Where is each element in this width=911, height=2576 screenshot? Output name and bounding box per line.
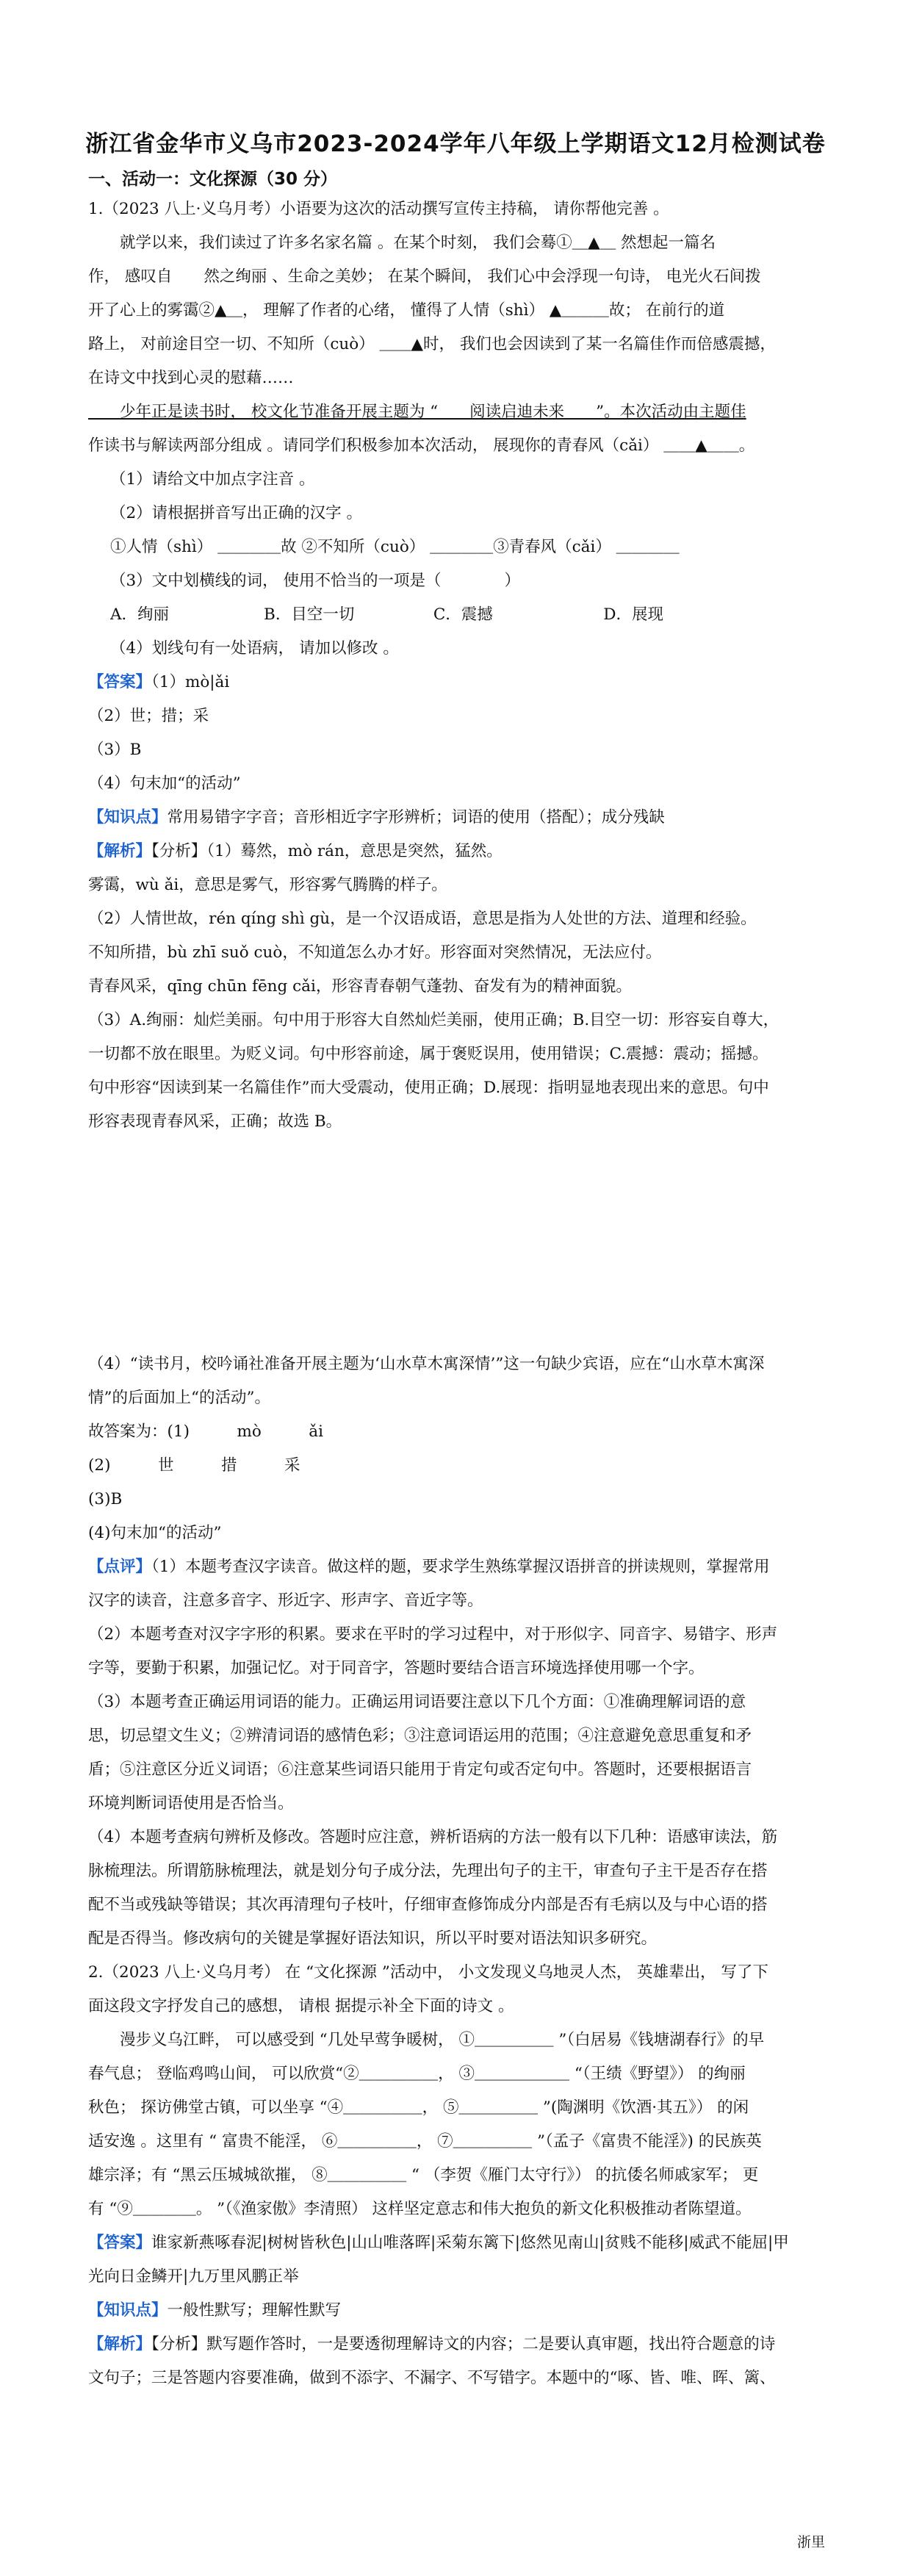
- analysis-line: （3）A.绚丽：灿烂美丽。句中用于形容大自然灿烂美丽，使用正确；B.目空一切：形容妄自尊大，: [88, 1011, 779, 1029]
- passage-line: 作读书与解读两部分组成 。请同学们积极参加本次活动， 展现你的青春风（cǎi） ＿＿▲＿＿。: [88, 436, 755, 455]
- knowledge-line: 【知识点】一般性默写；理解性默写: [88, 2301, 342, 2320]
- page-title: 浙江省金华市义乌市2023-2024学年八年级上学期语文12月检测试卷: [85, 131, 826, 157]
- answer-line: （2）世；措；采: [88, 707, 209, 725]
- question-2-line: 适安逸 。这里有 “ 富贵不能淫， ⑥＿＿＿＿＿， ⑦＿＿＿＿＿ ”（孟子《富贵不能淫》) 的民族英: [88, 2132, 762, 2151]
- analysis-line: (4)句末加“的活动”: [88, 1524, 222, 1542]
- analysis-line: （2）人情世故，rén qíng shì gù，是一个汉语成语，意思是指为人处世的方法、道理和经验。: [88, 910, 757, 928]
- question-2-line: 漫步义乌江畔， 可以感受到 “几处早莺争暖树， ①＿＿＿＿＿ ”（白居易《钱塘湖春行》的早: [88, 2031, 765, 2049]
- sub-question: （3）文中划横线的词， 使用不恰当的一项是（ ）: [110, 572, 521, 590]
- analysis-line: 一切都不放在眼里。为贬义词。句中形容前途，属于褒贬误用，使用错误；C.震撼：震动；摇撼。: [88, 1045, 768, 1063]
- comment-line: 配是否得当。修改病句的关键是掌握好语法知识，所以平时要对语法知识多研究。: [88, 1929, 658, 1948]
- question-2-stem: 2.（2023 八上·义乌月考） 在 “文化探源 ”活动中， 小文发现义乌地灵人杰， 英雄辈出， 写了下: [88, 1963, 768, 1982]
- question-2-line: 面这段文字抒发自己的感想， 请根 据提示补全下面的诗文 。: [88, 1997, 514, 2015]
- knowledge-tag: 【知识点】: [88, 808, 168, 827]
- comment-line: （4）本题考查病句辨析及修改。答题时应注意，辨析语病的方法一般有以下几种：语感审读法，筋: [88, 1828, 778, 1846]
- sub-question: （2）请根据拼音写出正确的汉字 。: [110, 504, 363, 522]
- passage-line: 就学以来，我们读过了许多名家名篇 。在某个时刻， 我们会蓦①＿▲＿ 然想起一篇名: [88, 234, 716, 252]
- comment-line: 思，切忌望文生义；②辨清词语的感情色彩；③注意词语运用的范围；④注意避免意思重复和矛: [88, 1727, 752, 1745]
- knowledge-tag: 【知识点】: [88, 2301, 168, 2320]
- analysis-line: 不知所措，bù zhī suǒ cuò，不知道怎么办才好。形容面对突然情况，无法应付。: [88, 943, 662, 962]
- comment-tag: 【点评】: [88, 1558, 152, 1576]
- choice-options: A．绚丽 B．目空一切 C．震撼 D．展现: [110, 605, 664, 624]
- comment-line: 汉字的读音，注意多音字、形近字、形声字、音近字等。: [88, 1591, 483, 1610]
- analysis-line: 【解析】【分析】（1）蓦然，mò rán，意思是突然，猛然。: [88, 842, 503, 860]
- question-2-line: 雄宗泽；有 “黑云压城城欲摧， ⑧＿＿＿＿＿ “ （李贺《雁门太守行》） 的抗倭名师戚家军； 更: [88, 2166, 759, 2184]
- analysis-line: （4）“读书月，校吟诵社准备开展主题为‘山水草木寓深情’”这一句缺少宾语，应在“山水草木寓深: [88, 1355, 765, 1373]
- analysis-tag: 【解析】: [88, 2335, 152, 2353]
- analysis-line: 句中形容“因读到某一名篇佳作”而大受震动，使用正确；D.展现：指明显地表现出来的意思。句中: [88, 1079, 769, 1097]
- comment-line: 配不当或残缺等错误；其次再清理句子枝叶，仔细审查修饰成分内部是否有毛病以及与中心语的搭: [88, 1896, 768, 1914]
- passage-line: 开了心上的雾霭②▲＿， 理解了作者的心绪， 懂得了人情（shì） ▲＿＿＿故； 在前行的道: [88, 301, 725, 320]
- analysis-line: 青春风采，qīng chūn fēng cǎi，形容青春朝气蓬勃、奋发有为的精神面貌。: [88, 977, 632, 996]
- question-2-line: 有 “⑨＿＿＿＿。 ”（《渔家傲》李清照） 这样坚定意志和伟大抱负的新文化积极推动者陈望道。: [88, 2200, 752, 2218]
- passage-line: 在诗文中找到心灵的慰藉……: [88, 369, 294, 387]
- question-1-stem: 1.（2023 八上·义乌月考）小语要为这次的活动撰写宣传主持稿， 请你帮他完善 。: [88, 200, 669, 218]
- answer-tag: 【答案】: [88, 2234, 152, 2252]
- analysis-line: (3)B: [88, 1490, 123, 1508]
- comment-line: 【点评】（1）本题考查汉字读音。做这样的题，要求学生熟练掌握汉语拼音的拼读规则，掌握常用: [88, 1558, 770, 1576]
- sub-question: ①人情（shì） ＿＿＿＿故 ②不知所（cuò） ＿＿＿＿③青春风（cǎi） ＿＿＿＿: [110, 538, 680, 556]
- comment-line: （2）本题考查对汉字字形的积累。要求在平时的学习过程中，对于形似字、同音字、易错字、形声: [88, 1625, 778, 1644]
- page-footer: 浙里: [797, 2534, 826, 2550]
- sub-question: （4）划线句有一处语病， 请加以修改 。: [110, 639, 399, 658]
- section-heading: 一、活动一：文化探源（30 分）: [88, 170, 338, 189]
- analysis-line: 雾霭，wù ǎi，意思是雾气，形容雾气腾腾的样子。: [88, 876, 447, 894]
- answer-line: （3）B: [88, 741, 142, 759]
- answer-line: 光向日金鳞开|九万里风鹏正举: [88, 2267, 299, 2286]
- knowledge-line: 【知识点】常用易错字字音；音形相近字字形辨析；词语的使用（搭配）；成分残缺: [88, 808, 665, 827]
- comment-line: （3）本题考查正确运用词语的能力。正确运用词语要注意以下几个方面：①准确理解词语的意: [88, 1693, 746, 1711]
- analysis-tag: 【解析】: [88, 842, 152, 860]
- comment-line: 盾；⑤注意区分近义词语；⑥注意某些词语只能用于肯定句或否定句中。答题时，还要根据语言: [88, 1760, 752, 1779]
- question-2-line: 秋色； 探访佛堂古镇，可以坐享 “④＿＿＿＿＿， ⑤＿＿＿＿＿ ”(陶渊明《饮酒·其五》） 的闲: [88, 2098, 749, 2117]
- analysis-line: 形容表现青春风采，正确；故选 B。: [88, 1112, 342, 1131]
- answer-line: （4）句末加“的活动”: [88, 774, 241, 793]
- answer-tag: 【答案】: [88, 673, 152, 691]
- sub-question: （1）请给文中加点字注音 。: [110, 470, 315, 489]
- comment-line: 字等，要勤于积累，加强记忆。对于同音字，答题时要结合语言环境选择使用哪一个字。: [88, 1659, 705, 1677]
- comment-line: 脉梳理法。所谓筋脉梳理法，就是划分句子成分法，先理出句子的主干，审查句子主干是否存在搭: [88, 1862, 768, 1880]
- passage-line: 少年正是读书时， 校文化节准备开展主题为 “ 阅读启迪未来 ”。本次活动由主题佳: [88, 403, 746, 421]
- analysis-line: (2) 世 措 采: [88, 1456, 300, 1475]
- answer-line: 【答案】谁家新燕啄春泥|树树皆秋色|山山唯落晖|采菊东篱下|悠然见南山|贫贱不能移|威武不能屈|甲: [88, 2234, 789, 2252]
- analysis-line: 文句子；三是答题内容要准确，做到不添字、不漏字、不写错字。本题中的“啄、皆、唯、晖、篱、: [88, 2369, 776, 2387]
- passage-line: 作， 感叹自 然之绚丽 、生命之美妙； 在某个瞬间， 我们心中会浮现一句诗， 电光火石间拨: [88, 267, 761, 286]
- analysis-line: 【解析】【分析】默写题作答时，一是要透彻理解诗文的内容；二是要认真审题，找出符合题意的诗: [88, 2335, 776, 2353]
- comment-line: 环境判断词语使用是否恰当。: [88, 1794, 294, 1813]
- answer-line: 【答案】（1）mò|ǎi: [88, 673, 230, 691]
- passage-line: 路上， 对前途目空一切、不知所（cuò） ＿＿▲时， 我们也会因读到了某一名篇佳作而倍感震撼，: [88, 335, 776, 353]
- question-2-line: 春气息； 登临鸡鸣山间， 可以欣赏“②＿＿＿＿＿， ③＿＿＿＿＿＿ “（王绩《野望》） 的绚丽: [88, 2065, 746, 2083]
- analysis-line: 情”的后面加上“的活动”。: [88, 1389, 270, 1407]
- analysis-line: 故答案为：(1) mò ǎi: [88, 1422, 323, 1441]
